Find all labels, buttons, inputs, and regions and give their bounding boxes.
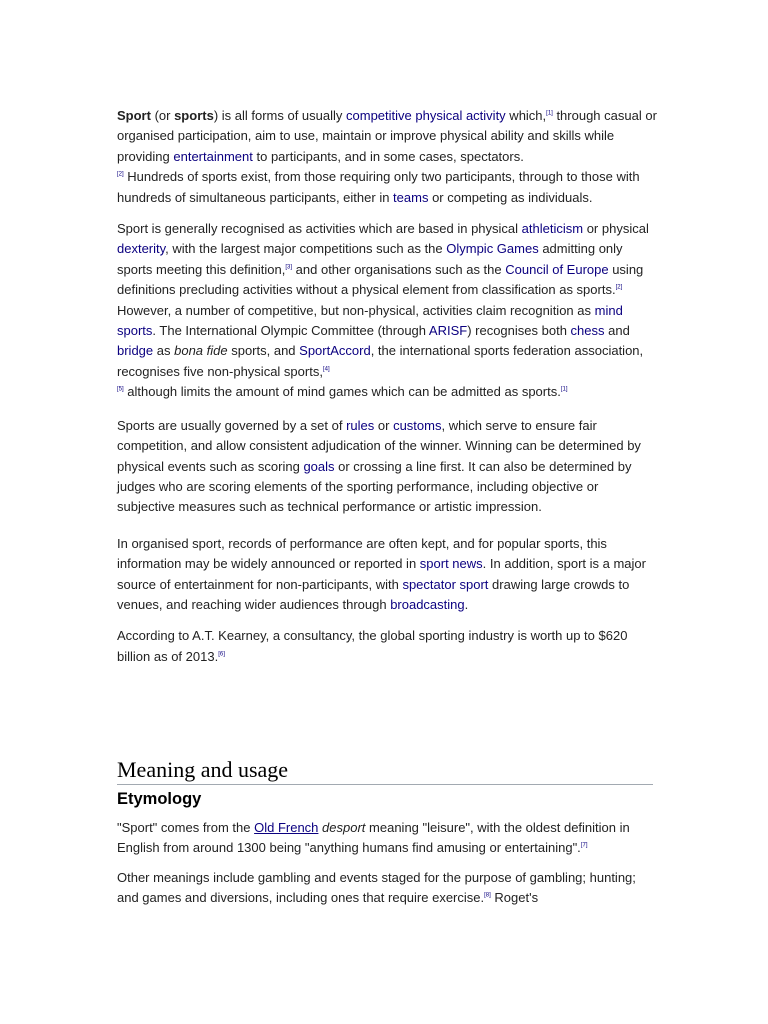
citation-5[interactable]: [5] (117, 386, 124, 393)
text-span: According to A.T. Kearney, a consultancy, the global sporting industry is worth up to $620 billion as of 2013. (117, 628, 628, 664)
text-span: or (374, 417, 394, 433)
text-span: Hundreds of sports exist, from those requiring only two participants, through to those with hundreds of simultaneous participants, either in (117, 169, 640, 205)
text-span: Roget's (490, 890, 539, 906)
subsection-heading-etymology: Etymology (117, 790, 202, 808)
link-teams[interactable]: teams (393, 189, 429, 205)
text-span: , the international sports federation association, recognises five non-physical sports, (117, 343, 644, 379)
link-competitive-physical-activity[interactable]: competitive physical activity (346, 108, 506, 123)
etymology-section (117, 818, 657, 909)
text-span: to participants, and in some cases, spectators. (252, 148, 524, 164)
text-span: or competing as individuals. (428, 189, 593, 205)
link-council-of-europe[interactable]: Council of Europe (505, 261, 609, 277)
paragraph-governance (117, 416, 657, 518)
link-spectator-sport[interactable]: spectator sport (402, 576, 489, 592)
link-athleticism[interactable]: athleticism (521, 221, 584, 237)
citation-1[interactable]: [1] (546, 110, 553, 117)
paragraph-industry (117, 626, 657, 667)
text-span: (or (150, 108, 175, 123)
paragraph-etymology (117, 818, 657, 859)
text-span: Sport is generally recognised as activities which are based in physical (117, 221, 522, 237)
text-span: Other meanings include gambling and events staged for the purpose of gambling; hunting; and games and diversions, including ones that require exercise. (117, 869, 636, 906)
link-sport-news[interactable]: sport news (419, 556, 483, 572)
text-span: as (153, 343, 175, 359)
text-span: Sports are usually governed by a set of (117, 417, 347, 433)
paragraph-records (117, 534, 657, 616)
text-span: although limits the amount of mind games which can be admitted as sports. (123, 384, 561, 400)
italic-bona-fide: bona fide (174, 343, 228, 359)
text-span: meaning "leisure", with the oldest definition in English from around 1300 being "anything humans find amusing or entertaining". (117, 820, 630, 856)
text-span: ) recognises both (467, 323, 571, 339)
text-span: using definitions precluding activities without a physical element from classification as sports. (117, 261, 644, 298)
text-span: through casual or organised participation, aim to use, maintain or improve physical ability and skills while providing (117, 108, 657, 164)
text-span: . The International Olympic Committee (through (152, 323, 429, 339)
link-dexterity[interactable]: dexterity (117, 241, 166, 257)
citation-2[interactable]: [2] (615, 284, 623, 291)
link-mind-sports[interactable]: mind sports (117, 302, 623, 339)
text-span: , which serve to ensure fair competition, and allow consistent adjudication of the winner. Winning can be determined by physical events such as scoring (117, 417, 641, 474)
link-sportaccord[interactable]: SportAccord (299, 343, 371, 359)
link-old-french[interactable]: Old French (254, 820, 319, 835)
bold-term-sport: Sport (117, 108, 151, 123)
link-rules[interactable]: rules (346, 417, 375, 433)
citation-7[interactable]: [7] (580, 843, 588, 850)
link-broadcasting[interactable]: broadcasting (390, 596, 465, 612)
article-intro (117, 106, 657, 667)
text-span: "Sport" comes from the (117, 820, 255, 835)
text-span: and other organisations such as the (292, 261, 506, 277)
section-heading-meaning-and-usage: Meaning and usage (117, 756, 653, 785)
link-customs[interactable]: customs (393, 417, 442, 433)
italic-desport: desport (322, 820, 366, 835)
bold-term-sports: sports (174, 108, 214, 123)
text-span: admitting only sports meeting this definition, (117, 241, 623, 277)
text-span: or physical (583, 221, 649, 237)
citation-2[interactable]: [2] (117, 171, 124, 178)
text-span: or crossing a line first. It can also be determined by judges who are scoring elements of the sporting performance, including objective or subjective measures such as technical performance or artistic impression. (117, 458, 632, 515)
link-bridge[interactable]: bridge (117, 343, 154, 359)
citation-4[interactable]: [4] (322, 366, 330, 373)
text-span: and (604, 323, 630, 339)
text-span: . (464, 596, 469, 612)
text-span: ) is all forms of usually (213, 108, 347, 123)
paragraph-definition (117, 219, 657, 403)
link-entertainment[interactable]: entertainment (173, 148, 253, 164)
link-olympic-games[interactable]: Olympic Games (446, 241, 539, 257)
paragraph-intro (117, 106, 657, 208)
citation-8[interactable]: [8] (484, 892, 491, 899)
text-span: . In addition, sport is a major source of entertainment for non-participants, with (117, 556, 646, 592)
paragraph-other-meanings (117, 868, 657, 909)
text-span: , with the largest major competitions such as the (165, 241, 447, 257)
text-span: However, a number of competitive, but non-physical, activities claim recognition as (117, 302, 595, 318)
text-span: sports, and (227, 343, 300, 359)
link-arisf[interactable]: ARISF (428, 323, 468, 339)
citation-6[interactable]: [6] (218, 651, 225, 658)
link-chess[interactable]: chess (570, 323, 605, 339)
text-span: which, (505, 108, 547, 123)
link-goals[interactable]: goals (303, 458, 335, 474)
text-span: In organised sport, records of performance are often kept, and for popular sports, this information may be widely announced or reported in (117, 535, 607, 572)
text-span: drawing large crowds to venues, and reaching wider audiences through (117, 576, 630, 612)
citation-3[interactable]: [3] (285, 264, 293, 271)
citation-1[interactable]: [1] (560, 386, 568, 393)
